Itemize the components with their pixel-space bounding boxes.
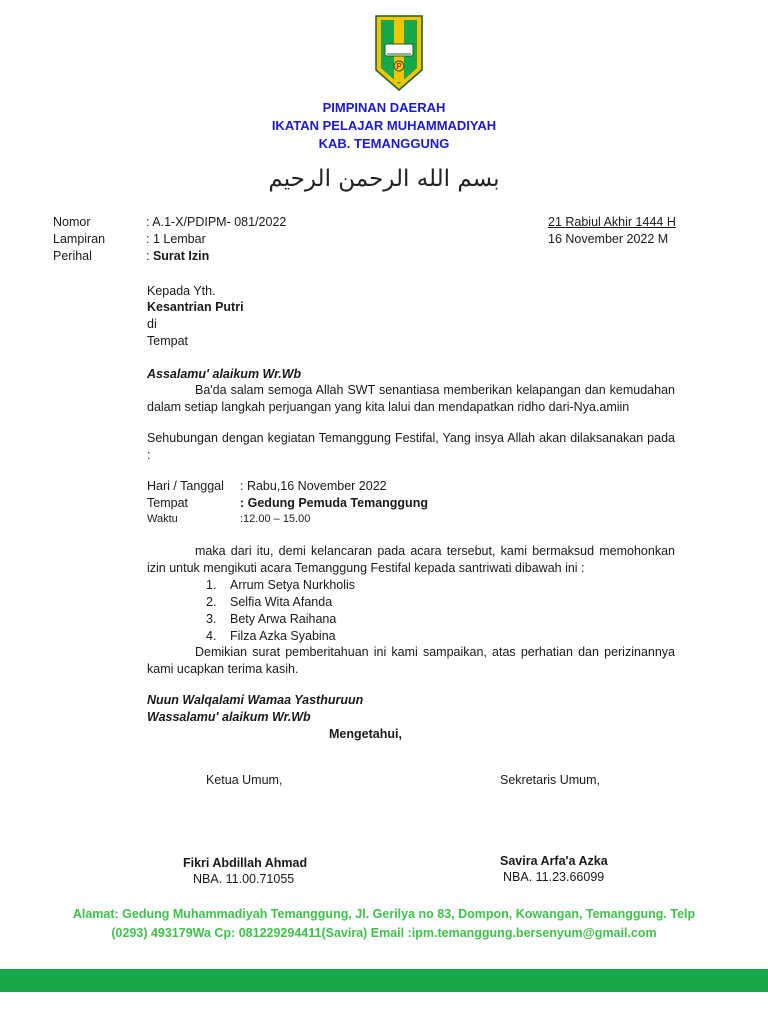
secretary-name: Savira Arfa'a Azka [500, 854, 608, 868]
paragraph-request: maka dari itu, demi kelancaran pada acara tersebut, kami bermaksud memohonkan izin untuk mengikuti acara Temanggung Festifal kepada santriwati dibawah ini : [147, 544, 675, 575]
event-place-value: : Gedung Pemuda Temanggung [240, 496, 428, 510]
org-level: PIMPINAN DAERAH [322, 100, 446, 115]
student-num: 1. [206, 578, 217, 592]
student-num: 2. [206, 595, 217, 609]
footer-bar [0, 969, 768, 992]
student-name: Selfia Wita Afanda [230, 595, 333, 609]
perihal-label: Perihal [53, 249, 92, 263]
basmalah: بسم الله الرحمن الرحيم [268, 166, 500, 192]
student-num: 3. [206, 612, 217, 626]
paragraph-closing: Demikian surat pemberitahuan ini kami sampaikan, atas perhatian dan perizinannya kami ucapkan terima kasih. [147, 645, 675, 676]
student-name: Filza Azka Syabina [230, 629, 336, 643]
chairman-nba: NBA. 11.00.71055 [193, 872, 295, 886]
secretary-title: Sekretaris Umum, [500, 773, 601, 787]
event-place-label: Tempat [147, 496, 188, 510]
student-num: 4. [206, 629, 217, 643]
student-name: Bety Arwa Raihana [230, 612, 337, 626]
student-name: Arrum Setya Nurkholis [230, 578, 356, 592]
logo-letter: P [396, 62, 402, 71]
footer-contact: (0293) 493179Wa Cp: 081229294411(Savira) Email :ipm.temanggung.bersenyum@gmail.com [111, 926, 657, 940]
org-region: KAB. TEMANGGUNG [318, 136, 450, 151]
date-hijri: 21 Rabiul Akhir 1444 H [548, 215, 676, 229]
secretary-nba: NBA. 11.23.66099 [503, 870, 605, 884]
perihal-value: : Surat Izin [146, 249, 210, 263]
event-day-value: : Rabu,16 November 2022 [240, 479, 387, 493]
salam-closing: Wassalamu' alaikum Wr.Wb [147, 710, 311, 724]
nomor-value: : A.1-X/PDIPM- 081/2022 [146, 215, 287, 229]
event-time-label: Waktu [147, 513, 178, 525]
footer-address: Alamat: Gedung Muhammadiyah Temanggung, Jl. Gerilya no 83, Dompon, Kowangan, Temanggung. Telp [72, 907, 696, 921]
lampiran-label: Lampiran [53, 232, 106, 246]
recipient-di: di [147, 317, 157, 331]
ipm-logo [374, 14, 424, 92]
recipient-name: Kesantrian Putri [147, 300, 244, 314]
mengetahui-label: Mengetahui, [329, 727, 402, 741]
date-masehi: 16 November 2022 M [548, 232, 669, 246]
chairman-name: Fikri Abdillah Ahmad [183, 856, 308, 870]
org-name: IKATAN PELAJAR MUHAMMADIYAH [271, 118, 497, 133]
chairman-title: Ketua Umum, [206, 773, 283, 787]
salam-opening: Assalamu' alaikum Wr.Wb [147, 367, 302, 381]
event-day-label: Hari / Tanggal [147, 479, 224, 493]
paragraph-event-intro: Sehubungan dengan kegiatan Temanggung Festifal, Yang insya Allah akan dilaksanakan pada : [147, 431, 675, 462]
nomor-label: Nomor [53, 215, 91, 229]
recipient-greeting: Kepada Yth. [147, 284, 216, 298]
lampiran-value: : 1 Lembar [146, 232, 206, 246]
paragraph-opening: Ba'da salam semoga Allah SWT senantiasa memberikan kelapangan dan kemudahan dalam setiap langkah perjuangan yang kita lalui dan mendapatkan ridho dari-Nya.amiin [147, 383, 675, 414]
event-time-value: :12.00 – 15.00 [240, 513, 311, 525]
closing-motto: Nuun Walqalami Wamaa Yasthuruun [147, 693, 364, 707]
recipient-place: Tempat [147, 334, 188, 348]
